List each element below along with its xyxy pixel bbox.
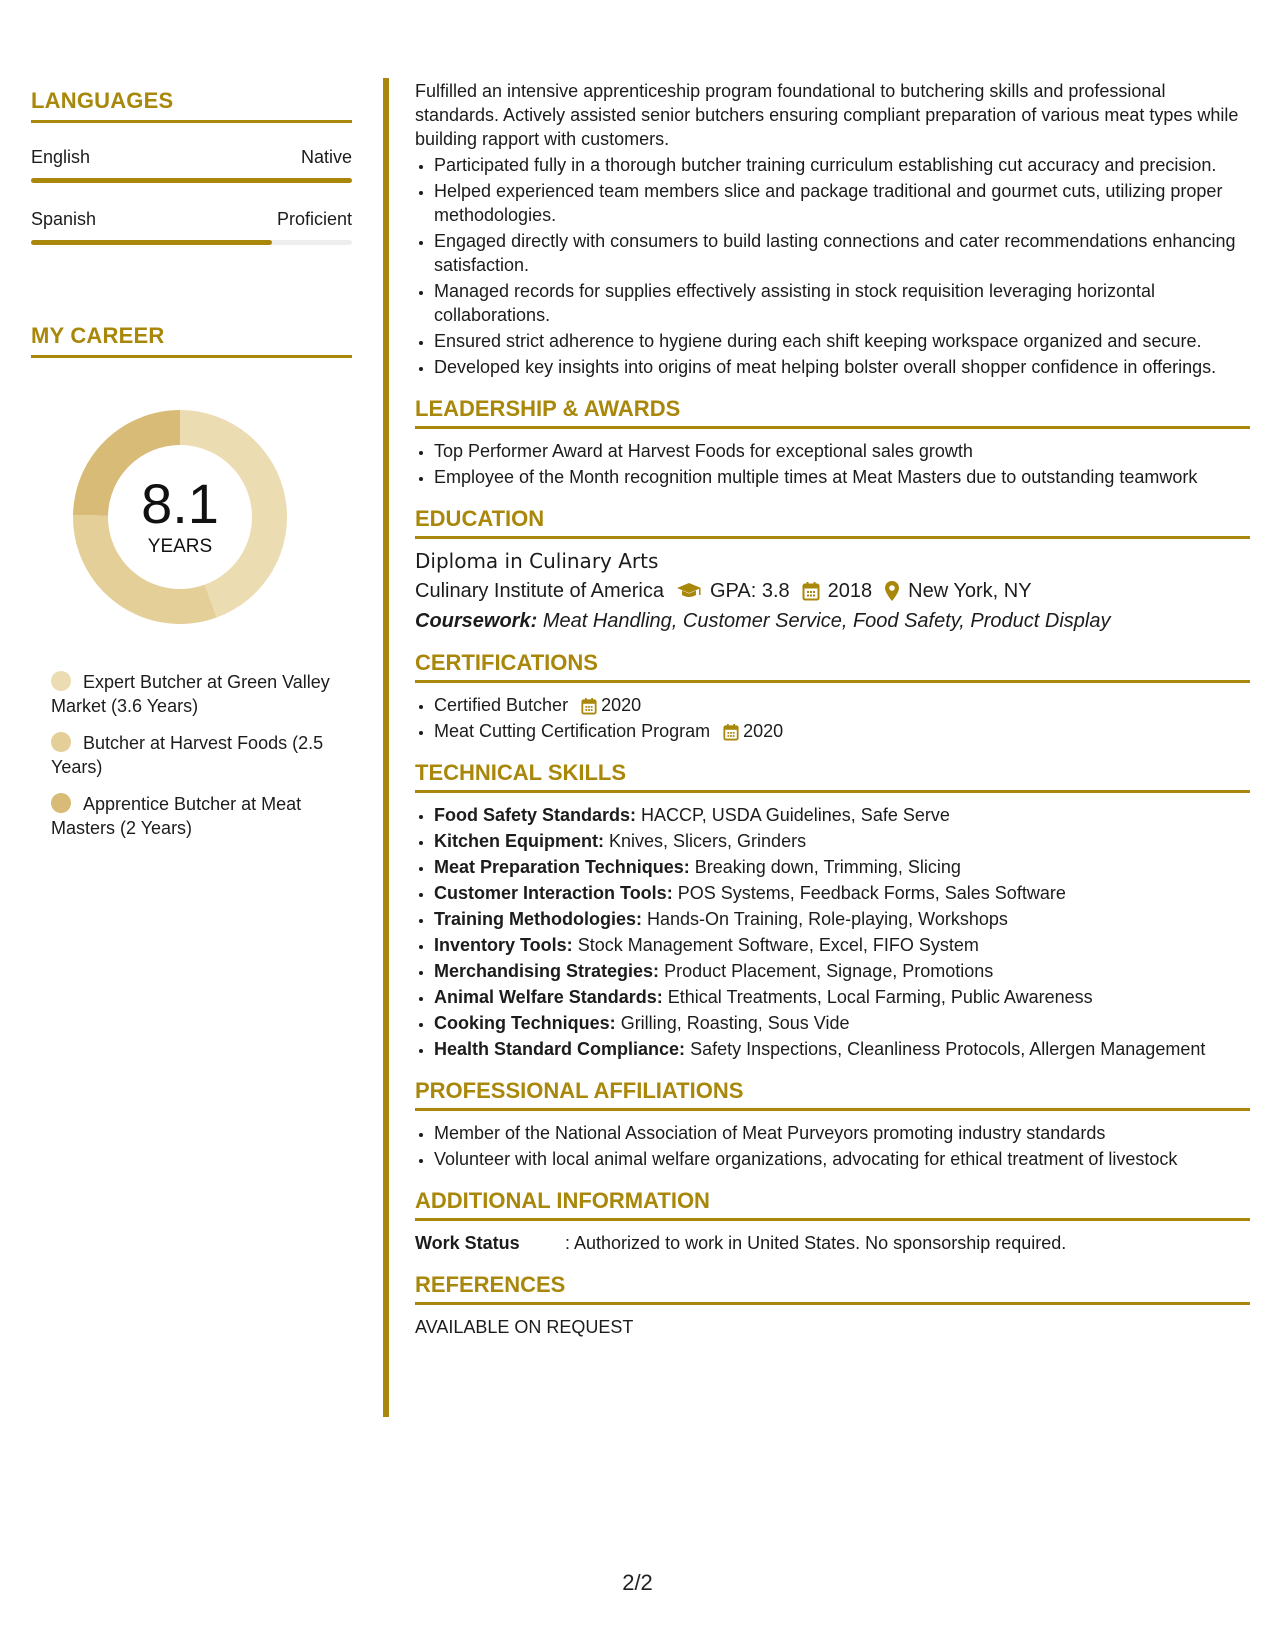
skill-name: Health Standard Compliance:	[434, 1039, 686, 1059]
career-title: MY CAREER	[31, 323, 352, 358]
skill-value: Product Placement, Signage, Promotions	[664, 961, 994, 981]
certifications-list	[415, 693, 1250, 743]
skill-name: Cooking Techniques:	[434, 1013, 616, 1033]
education-location: New York, NY	[908, 580, 1032, 602]
affiliations-title: PROFESSIONAL AFFILIATIONS	[415, 1079, 1250, 1111]
certification-name: Certified Butcher	[434, 695, 569, 715]
skill-item	[434, 959, 1250, 983]
skill-value: HACCP, USDA Guidelines, Safe Serve	[641, 805, 950, 825]
location-pin-icon	[884, 580, 900, 602]
career-legend	[31, 670, 352, 840]
skills-list	[415, 803, 1250, 1061]
language-name: English	[31, 147, 91, 167]
education-title: EDUCATION	[415, 507, 1250, 539]
career-role-label: Apprentice Butcher at Meat Masters (2 Years)	[51, 794, 302, 838]
certification-item	[434, 719, 1250, 743]
experience-bullet: • Helped experienced team members slice and package traditional and gourmet cuts, utilizing proper methodologies.	[434, 179, 1250, 227]
leadership-item: • Top Performer Award at Harvest Foods for exceptional sales growth	[434, 439, 1250, 463]
skill-item	[434, 1037, 1250, 1061]
coursework-value: Meat Handling, Customer Service, Food Safety, Product Display	[542, 610, 1111, 632]
language-bar	[31, 240, 352, 245]
graduation-cap-icon	[676, 582, 702, 600]
experience-intro: Fulfilled an intensive apprenticeship program foundational to butchering skills and professional standards. Actively assisted senior butchers ensuring compliant preparation of various meat types while building rapport with customers.	[415, 81, 1239, 149]
left-column	[31, 88, 352, 853]
legend-dot-icon	[51, 732, 71, 752]
language-name: Spanish	[31, 209, 97, 229]
skill-name: Training Methodologies:	[434, 909, 642, 929]
additional-title: ADDITIONAL INFORMATION	[415, 1189, 1250, 1221]
career-section	[31, 323, 352, 840]
certification-name: Meat Cutting Certification Program	[434, 721, 711, 741]
career-donut-chart	[65, 402, 295, 632]
education-coursework	[415, 609, 1250, 633]
skill-value: Ethical Treatments, Local Farming, Public Awareness	[667, 987, 1093, 1007]
language-level: Proficient	[276, 209, 352, 229]
language-bar-fill	[31, 178, 352, 183]
skill-name: Meat Preparation Techniques:	[434, 857, 690, 877]
additional-value: : Authorized to work in United States. No sponsorship required.	[565, 1233, 1067, 1253]
calendar-icon	[723, 723, 739, 741]
leadership-item: • Employee of the Month recognition multiple times at Meat Masters due to outstanding teamwork	[434, 465, 1250, 489]
calendar-icon	[581, 697, 597, 715]
skill-item	[434, 1011, 1250, 1035]
skill-name: Inventory Tools:	[434, 935, 573, 955]
skill-value: Safety Inspections, Cleanliness Protocols, Allergen Management	[690, 1039, 1206, 1059]
education-school: Culinary Institute of America	[415, 580, 664, 602]
calendar-icon	[802, 581, 820, 601]
experience-bullet: • Developed key insights into origins of meat helping bolster overall shopper confidence in offerings.	[434, 355, 1250, 379]
language-item	[31, 147, 352, 183]
career-total-years: 8.1	[141, 472, 219, 535]
experience-bullet: • Managed records for supplies effectively assisting in stock requisition leveraging horizontal collaborations.	[434, 279, 1250, 327]
certification-year: 2020	[743, 721, 784, 741]
language-level: Native	[300, 147, 352, 167]
language-bar	[31, 178, 352, 183]
skill-item	[434, 933, 1250, 957]
coursework-label: Coursework:	[415, 610, 538, 632]
education-details	[415, 579, 1250, 603]
experience-bullet: • Participated fully in a thorough butcher training curriculum establishing cut accuracy and precision.	[434, 153, 1250, 177]
legend-dot-icon	[51, 793, 71, 813]
references-text: AVAILABLE ON REQUEST	[415, 1317, 634, 1337]
column-divider	[383, 78, 389, 1417]
experience-bullet: • Engaged directly with consumers to build lasting connections and cater recommendations enhancing satisfaction.	[434, 229, 1250, 277]
affiliation-item: • Volunteer with local animal welfare organizations, advocating for ethical treatment of livestock	[434, 1147, 1250, 1171]
affiliation-item: • Member of the National Association of Meat Purveyors promoting industry standards	[434, 1121, 1250, 1145]
references-title: REFERENCES	[415, 1273, 1250, 1305]
skill-name: Merchandising Strategies:	[434, 961, 660, 981]
education-gpa: GPA: 3.8	[710, 580, 790, 602]
additional-row	[415, 1231, 1250, 1255]
skill-value: Grilling, Roasting, Sous Vide	[620, 1013, 850, 1033]
affiliations-list	[415, 1121, 1250, 1171]
languages-title: LANGUAGES	[31, 88, 352, 123]
skill-name: Food Safety Standards:	[434, 805, 637, 825]
career-total-unit: YEARS	[147, 536, 213, 557]
certification-item	[434, 693, 1250, 717]
career-role-label: Expert Butcher at Green Valley Market (3.6 Years)	[51, 672, 330, 716]
career-role-label: Butcher at Harvest Foods (2.5 Years)	[51, 733, 324, 777]
skills-title: TECHNICAL SKILLS	[415, 761, 1250, 793]
skill-item	[434, 907, 1250, 931]
skill-name: Animal Welfare Standards:	[434, 987, 663, 1007]
skill-item	[434, 855, 1250, 879]
page-number: 2/2	[622, 1570, 653, 1595]
skill-value: Stock Management Software, Excel, FIFO System	[577, 935, 979, 955]
certifications-title: CERTIFICATIONS	[415, 651, 1250, 683]
certification-year: 2020	[601, 695, 642, 715]
career-legend-item	[31, 670, 352, 718]
legend-dot-icon	[51, 671, 71, 691]
skill-value: Knives, Slicers, Grinders	[609, 831, 807, 851]
skill-item	[434, 803, 1250, 827]
language-bar-fill	[31, 240, 272, 245]
experience-bullet: • Ensured strict adherence to hygiene during each shift keeping workspace organized and secure.	[434, 329, 1250, 353]
right-column	[415, 79, 1250, 1339]
skill-value: POS Systems, Feedback Forms, Sales Software	[677, 883, 1066, 903]
skill-item	[434, 829, 1250, 853]
skill-name: Kitchen Equipment:	[434, 831, 604, 851]
education-year: 2018	[827, 580, 873, 602]
career-legend-item	[31, 731, 352, 779]
experience-bullets	[415, 153, 1250, 379]
skill-name: Customer Interaction Tools:	[434, 883, 673, 903]
skill-value: Breaking down, Trimming, Slicing	[694, 857, 961, 877]
skill-value: Hands-On Training, Role-playing, Workshops	[647, 909, 1008, 929]
leadership-list	[415, 439, 1250, 489]
education-degree: Diploma in Culinary Arts	[415, 549, 659, 573]
career-legend-item	[31, 792, 352, 840]
leadership-title: LEADERSHIP & AWARDS	[415, 397, 1250, 429]
additional-key: Work Status	[415, 1233, 520, 1253]
skill-item	[434, 985, 1250, 1009]
language-item	[31, 209, 352, 245]
skill-item	[434, 881, 1250, 905]
